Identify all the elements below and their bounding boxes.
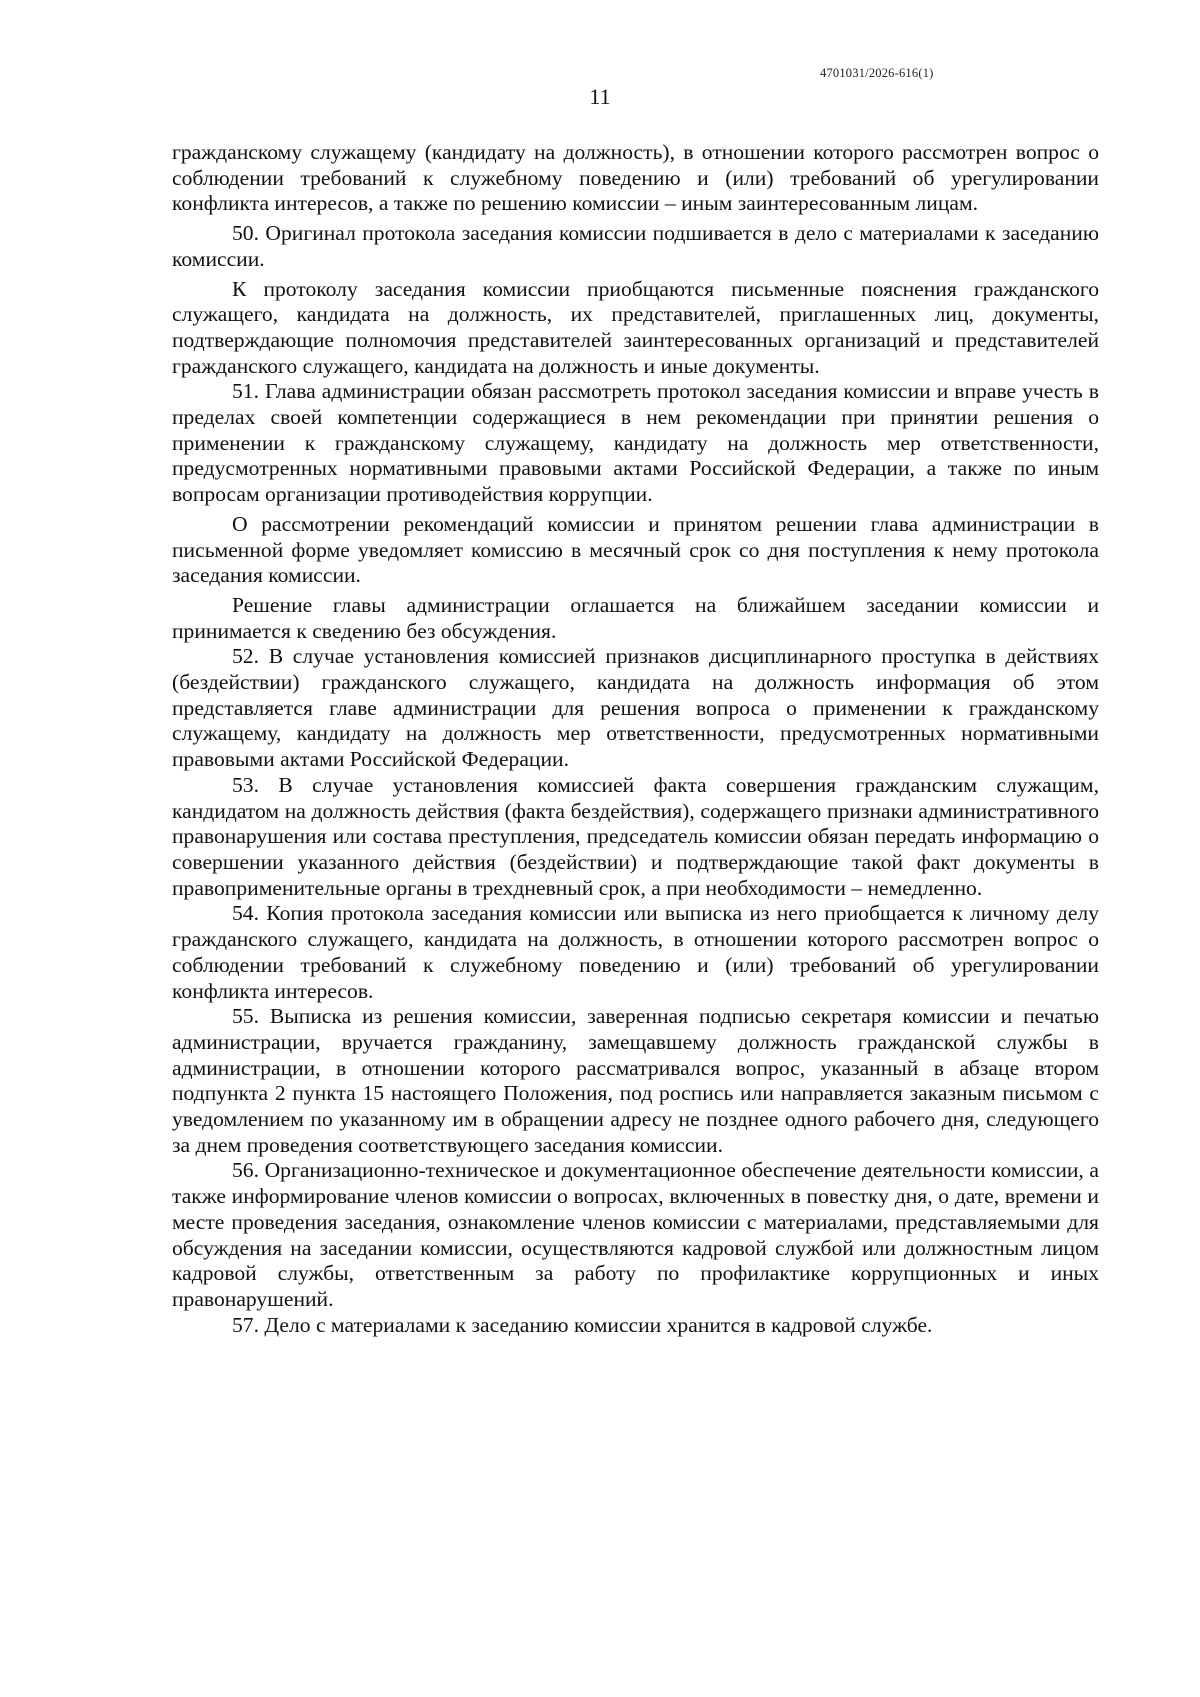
paragraph-52: 52. В случае установления комиссией признаков дисциплинарного проступка в действиях (бездействии) гражданского служащего, кандидата на должность информация об этом представляется главе администрации для решения вопроса о применении к гражданскому служащему, кандидату на должность мер ответственности, предусмотренных нормативными правовыми актами Российской Федерации. [172,644,1099,772]
paragraph-54: 54. Копия протокола заседания комиссии или выписка из него приобщается к личному делу гражданского служащего, кандидата на должность, в отношении которого рассмотрен вопрос о соблюдении требований к служебному поведению и (или) требований об урегулировании конфликта интересов. [172,901,1099,1003]
paragraph-51-decision: Решение главы администрации оглашается на ближайшем заседании комиссии и принимается к сведению без обсуждения. [172,592,1099,643]
paragraph-56: 56. Организационно-техническое и документационное обеспечение деятельности комиссии, а также информирование членов комиссии о вопросах, включенных в повестку дня, о дате, времени и месте проведения заседания, ознакомление членов комиссии с материалами, представляемыми для обсуждения на заседании комиссии, осуществляются кадровой службой или должностным лицом кадровой службы, ответственным за работу по профилактике коррупционных и иных правонарушений. [172,1158,1099,1311]
paragraph-57: 57. Дело с материалами к заседанию комиссии хранится в кадровой службе. [232,1312,933,1337]
paragraph-51-notification: О рассмотрении рекомендаций комиссии и принятом решении глава администрации в письменной форме уведомляет комиссию в месячный срок со дня поступления к нему протокола заседания комиссии. [172,511,1099,588]
paragraph-51: 51. Глава администрации обязан рассмотреть протокол заседания комиссии и вправе учесть в пределах своей компетенции содержащиеся в нем рекомендации при принятии решения о применении к гражданскому служащему, кандидату на должность мер ответственности, предусмотренных нормативными правовыми актами Российской Федерации, а также по иным вопросам организации противодействия коррупции. [172,379,1099,507]
document-body [172,140,1099,1338]
paragraph-53: 53. В случае установления комиссией факта совершения гражданским служащим, кандидатом на должность действия (факта бездействия), содержащего признаки административного правонарушения или состава преступления, председатель комиссии обязан передать информацию о совершении указанного действия (бездействии) и подтверждающие такой факт документы в правоприменительные органы в трехдневный срок, а при необходимости – немедленно. [172,772,1099,900]
paragraph-55: 55. Выписка из решения комиссии, заверенная подписью секретаря комиссии и печатью администрации, вручается гражданину, замещавшему должность гражданской службы в администрации, в отношении которого рассматривался вопрос, указанный в абзаце втором подпункта 2 пункта 15 настоящего Положения, под роспись или направляется заказным письмом с уведомлением по указанному им в обращении адресу не позднее одного рабочего дня, следующего за днем проведения соответствующего заседания комиссии. [172,1004,1099,1157]
paragraph-continuation: гражданскому служащему (кандидату на должность), в отношении которого рассмотрен вопрос о соблюдении требований к служебному поведению и (или) требований об урегулировании конфликта интересов, а также по решению комиссии – иным заинтересованным лицам. [172,140,1099,216]
paragraph-50-attachments: К протоколу заседания комиссии приобщаются письменные пояснения гражданского служащего, кандидата на должность, их представителей, приглашенных лиц, документы, подтверждающие полномочия представителей заинтересованных организаций и представителей гражданского служащего, кандидата на должность и иные документы. [172,276,1099,378]
paragraph-50: 50. Оригинал протокола заседания комиссии подшивается в дело с материалами к заседанию комиссии. [172,221,1099,271]
document-registration-number: 4701031/2026-616(1) [820,66,934,80]
page-number: 11 [589,84,611,109]
